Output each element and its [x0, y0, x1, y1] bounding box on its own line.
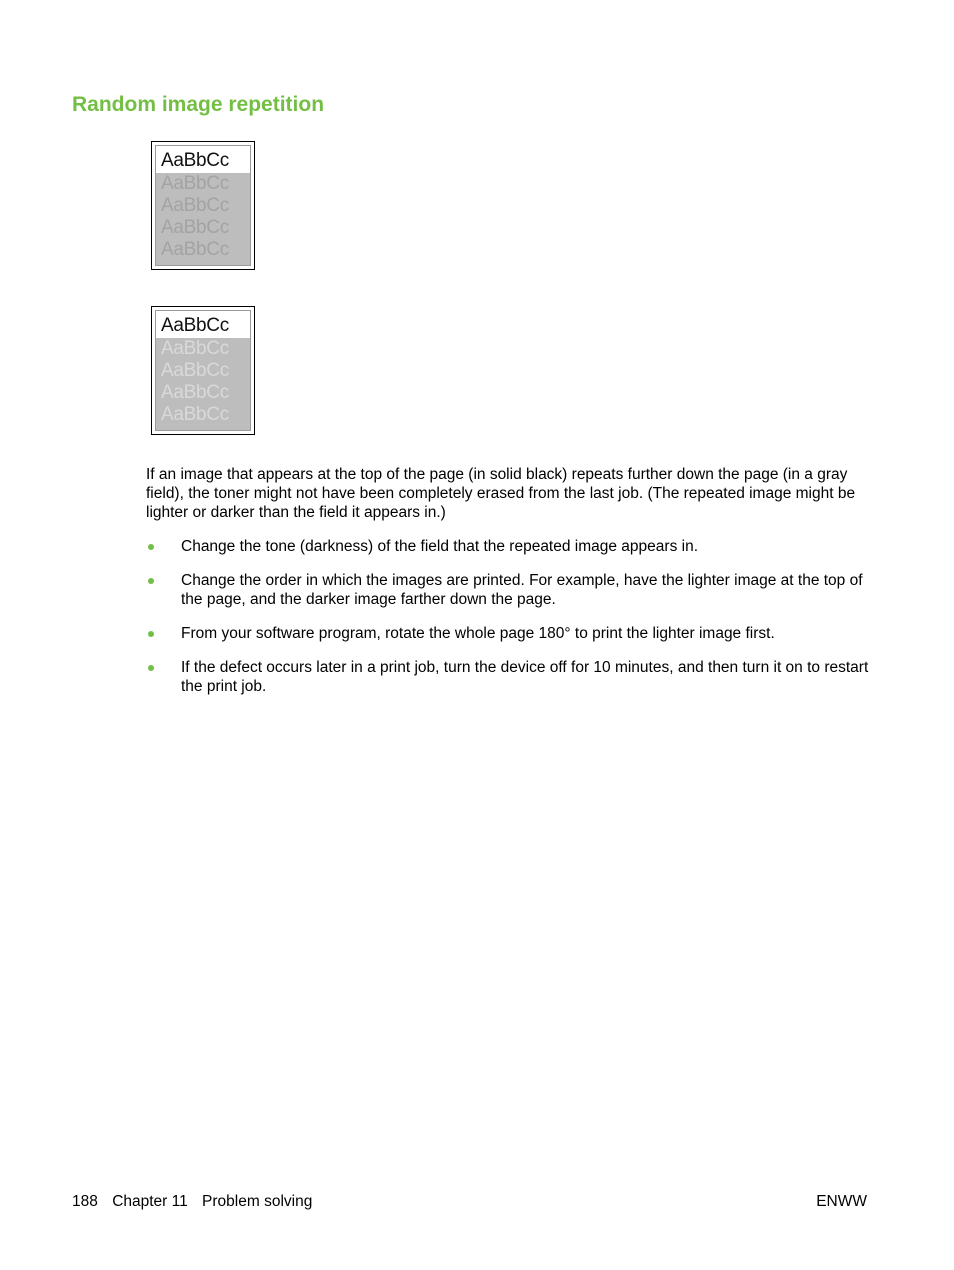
repeated-text: AaBbCc: [161, 195, 229, 216]
list-item: [146, 624, 874, 643]
bullet-dot-icon: [148, 631, 154, 637]
footer-right: ENWW: [816, 1193, 867, 1210]
list-item-text: From your software program, rotate the whole page 180° to print the lighter image first.: [181, 625, 775, 642]
bullet-dot-icon: [148, 544, 154, 550]
list-item: [146, 658, 874, 696]
list-item-text: Change the order in which the images are printed. For example, have the lighter image at the top of the page, and the darker image farther down the page.: [181, 572, 863, 608]
footer-chapter-title: Problem solving: [202, 1193, 313, 1210]
gray-field: [156, 173, 250, 265]
section-heading: Random image repetition: [72, 93, 325, 116]
repeated-text: AaBbCc: [161, 404, 229, 425]
bullet-dot-icon: [148, 665, 154, 671]
repeated-text: AaBbCc: [161, 360, 229, 381]
bullet-dot-icon: [148, 578, 154, 584]
list-item-text: If the defect occurs later in a print job, turn the device off for 10 minutes, and then turn it on to restart the print job.: [181, 659, 869, 695]
repeated-text: AaBbCc: [161, 217, 229, 238]
list-item-text: Change the tone (darkness) of the field that the repeated image appears in.: [181, 538, 699, 555]
list-item: [146, 537, 874, 556]
intro-paragraph: If an image that appears at the top of the page (in solid black) repeats further down the page (in a gray field), the toner might not have been completely erased from the last job. (The repeated image might be lighter or darker than the field it appears in.): [146, 466, 856, 521]
footer-chapter: Chapter 11: [112, 1193, 188, 1210]
repeated-text: AaBbCc: [161, 173, 229, 194]
sample-top-text: AaBbCc: [161, 150, 229, 171]
footer-left: [72, 1193, 322, 1211]
sample-image-darker-repeat: [151, 141, 255, 270]
repeated-text: AaBbCc: [161, 382, 229, 403]
sample-top-text: AaBbCc: [161, 315, 229, 336]
bullet-list: [146, 537, 874, 711]
sample-image-lighter-repeat: [151, 306, 255, 435]
repeated-text: AaBbCc: [161, 338, 229, 359]
repeated-text: AaBbCc: [161, 239, 229, 260]
list-item: [146, 571, 874, 609]
gray-field: [156, 338, 250, 430]
page-number: 188: [72, 1193, 98, 1210]
